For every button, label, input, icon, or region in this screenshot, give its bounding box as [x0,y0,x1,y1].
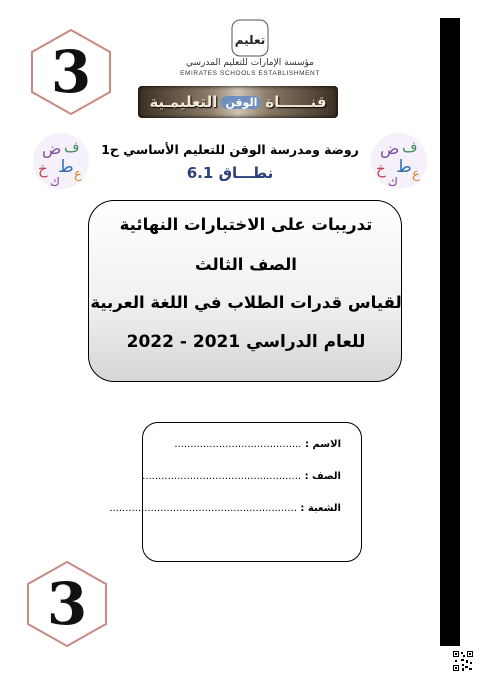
title-line-2: الصف الثالث [195,255,297,274]
svg-text:ض: ض [42,139,62,158]
svg-text:ك: ك [388,175,398,189]
svg-text:ع: ع [412,167,420,182]
title-line-1: تدريبات على الاختبارات النهائية [119,215,373,234]
range-label-text: نطـــاق [218,164,274,182]
grade-number: 3 [46,570,88,638]
school-name: روضة ومدرسة الوقن للتعليم الأساسي ح1 [101,142,359,157]
svg-text:ف: ف [402,138,418,156]
arabic-calligraphy-right-icon [368,130,430,192]
channel-banner-text [138,86,338,118]
svg-text:ع: ع [74,167,82,182]
student-info-box [109,422,362,562]
svg-text:خ: خ [38,160,48,178]
grade-badge-bottom [22,559,112,649]
arabic-calligraphy-left-icon [30,130,92,192]
section-field[interactable] [109,503,341,514]
grade-label: الصف : [304,471,341,482]
grade-number: 3 [50,38,92,106]
ese-logo [170,18,330,80]
svg-text:ط: ط [396,157,412,177]
title-box [88,200,402,382]
banner-part-right: قنــــــاة [265,93,327,111]
range-label [150,164,310,182]
name-dots: ........................................ [174,439,302,450]
logo-mark-text: تعليم [234,33,266,47]
title-line-4: للعام الدراسي 2021 - 2022 [126,332,366,352]
logo-org-arabic: مؤسسة الإمارات للتعليم المدرسي [186,58,314,68]
banner-part-mid: الوقن [221,96,261,109]
title-line-3: لقياس قدرات الطلاب في اللغة العربية [90,293,402,312]
section-label: الشعبة : [300,503,341,514]
svg-text:ط: ط [58,157,74,177]
logo-org-english: EMIRATES SCHOOLS ESTABLISHMENT [180,70,320,77]
name-field[interactable] [174,439,341,450]
qr-code-icon[interactable] [452,650,474,672]
channel-banner [138,86,338,118]
taleem-logo-icon [230,18,270,58]
svg-text:ك: ك [50,175,60,189]
grade-dots: .................................................. [142,471,302,482]
right-edge-bar [440,18,460,646]
name-label: الاسم : [304,439,341,450]
svg-text:خ: خ [376,160,386,178]
grade-field[interactable] [142,471,341,482]
section-dots: ........................................................... [109,503,297,514]
grade-badge-top [26,27,116,117]
svg-text:ف: ف [64,138,80,156]
svg-text:ض: ض [380,139,400,158]
banner-part-left: التعليمـية [149,93,218,111]
range-value: 6.1 [186,164,214,182]
